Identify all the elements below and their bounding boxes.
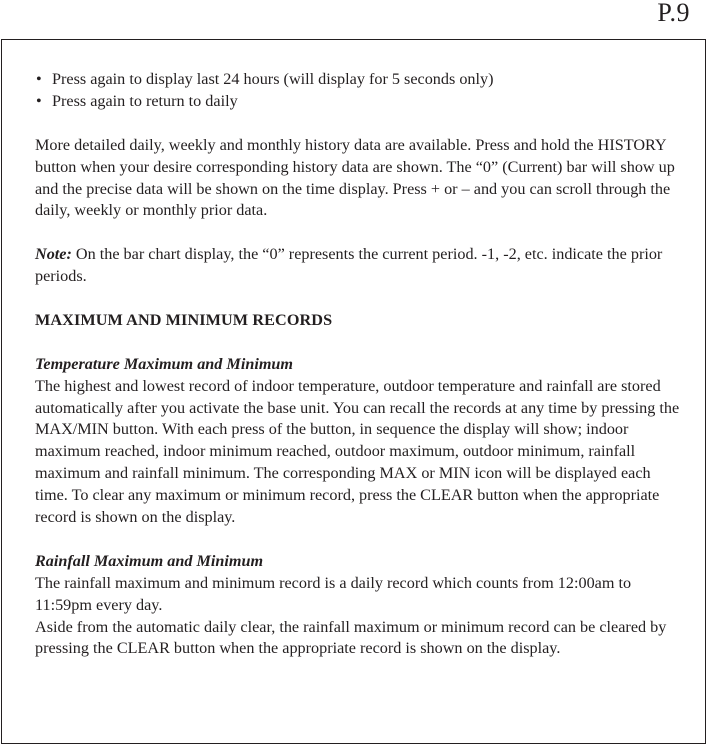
document-body — [35, 69, 680, 660]
history-paragraph: More detailed daily, weekly and monthly history data are available. Press and hold the HISTORY button when your desire corresponding history data are shown. The “0” (Current) bar will show up and the precise data will be shown on the time display. Press + or – and you can scroll through the daily, weekly or monthly prior data. — [35, 135, 675, 220]
note-paragraph — [35, 244, 680, 288]
rainfall-paragraph-2: Aside from the automatic daily clear, the rainfall maximum or minimum record can be cleared by pressing the CLEAR button when the appropriate record is shown on the display. — [35, 617, 667, 658]
rainfall-paragraph-1: The rainfall maximum and minimum record is a daily record which counts from 12:00am to 11:59pm every day. — [35, 573, 632, 614]
rainfall-subheading: Rainfall Maximum and Minimum — [35, 551, 264, 570]
note-label: Note: — [35, 245, 72, 264]
spacer — [35, 529, 680, 551]
spacer — [35, 288, 680, 310]
page-number: P.9 — [657, 0, 690, 27]
note-text: On the bar chart display, the “0” represents the current period. -1, -2, etc. indicate the prior periods. — [35, 245, 663, 286]
spacer — [35, 113, 680, 135]
spacer — [35, 222, 680, 244]
bullet-list — [35, 69, 680, 113]
spacer — [35, 332, 680, 354]
bullet-item: • Press again to return to daily — [35, 91, 680, 113]
bullet-item: • Press again to display last 24 hours (will display for 5 seconds only) — [35, 69, 680, 91]
temperature-paragraph: The highest and lowest record of indoor temperature, outdoor temperature and rainfall are stored automatically after you activate the base unit. You can recall the records at any time by pressing the MAX/MIN button. With each press of the button, in sequence the display will show; indoor maximum reached, indoor minimum reached, outdoor maximum, outdoor minimum, rainfall maximum and rainfall minimum. The corresponding MAX or MIN icon will be displayed each time. To clear any maximum or minimum record, press the CLEAR button when the appropriate record is shown on the display. — [35, 376, 680, 527]
temperature-subheading: Temperature Maximum and Minimum — [35, 354, 294, 373]
section-heading: MAXIMUM AND MINIMUM RECORDS — [35, 310, 333, 329]
